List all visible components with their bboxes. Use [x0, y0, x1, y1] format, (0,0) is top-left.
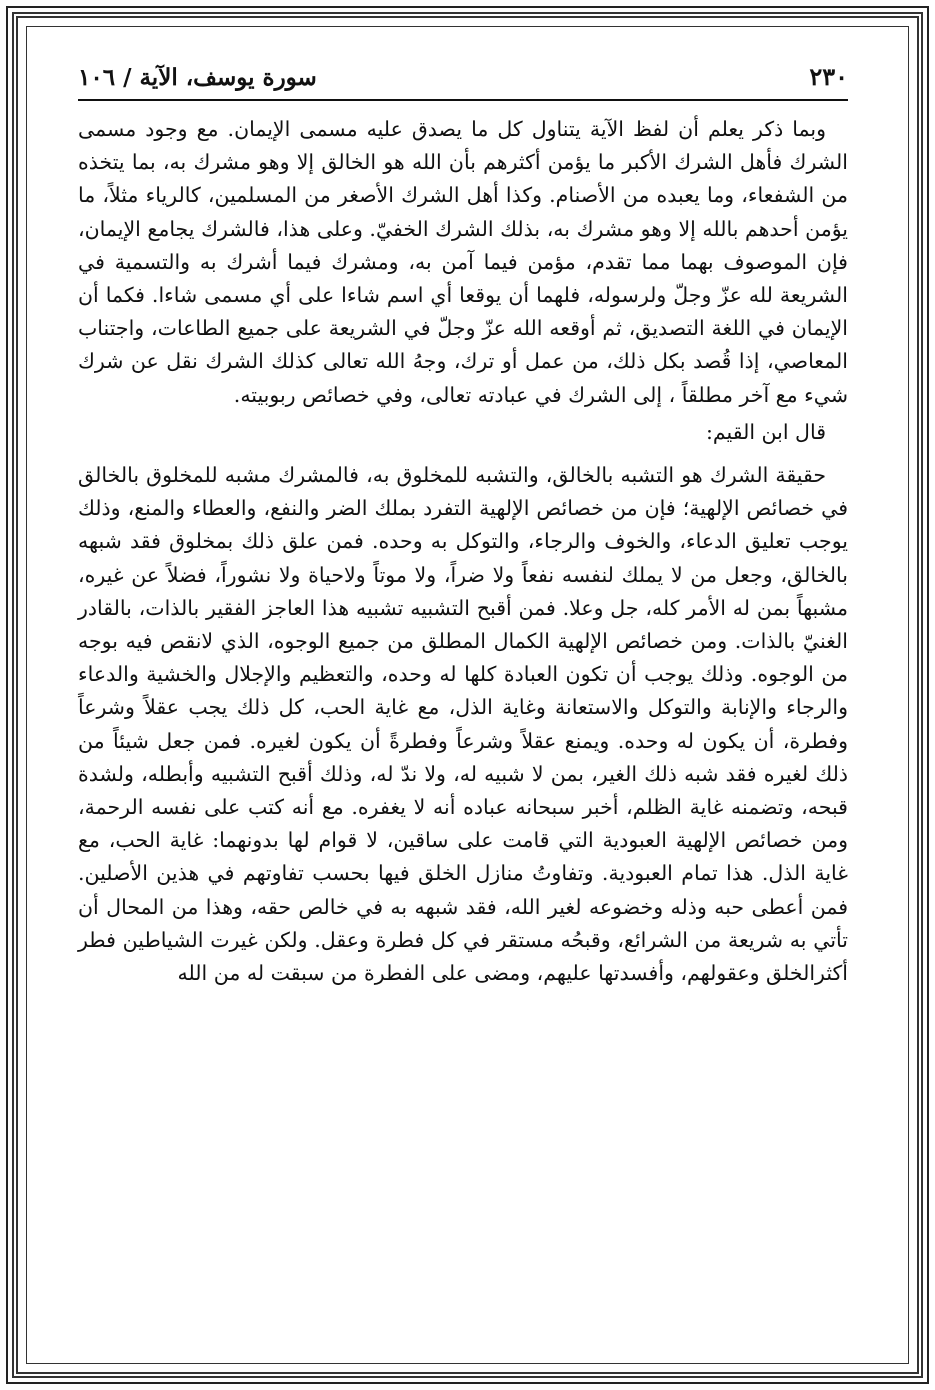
running-title: سورة يوسف، الآية / ١٠٦: [78, 64, 317, 91]
paragraph-tafsir: وبما ذكر يعلم أن لفظ الآية يتناول كل ما يصدق عليه مسمى الإيمان. مع وجود مسمى الشرك فأهل الشرك الأكبر ما يؤمن أكثرهم بأن الله هو الخالق إلا وهو مشرك به، بما يتخذه من الشفعاء، وما يعبده من الأصنام. وكذا أهل الشرك الأصغر من المسلمين، كالرياء مثلاً، ما يؤمن أحدهم بالله إلا وهو مشرك به، بذلك الشرك الخفيّ. وعلى هذا، فالشرك يجامع الإيمان، فإن الموصوف بهما مما تقدم، مؤمن فيما آمن به، ومشرك فيما أشرك به والتسمية في الشريعة لله عزّ وجلّ ولرسوله، فلهما أن يوقعا أي اسم شاءا على أي مسمى شاءا. فكما أن الإيمان في اللغة التصديق، ثم أوقعه الله عزّ وجلّ في الشريعة على جميع الطاعات، واجتناب المعاصي، إذا قُصد بكل ذلك، من عمل أو ترك، وجهُ الله تعالى كذلك الشرك نقل عن شرك شيء مع آخر مطلقاً ، إلى الشرك في عبادته تعالى، وفي خصائص ربوبيته.: [78, 117, 848, 407]
page-number: ٢٣٠: [809, 62, 848, 91]
paragraph-quote: حقيقة الشرك هو التشبه بالخالق، والتشبه للمخلوق به، فالمشرك مشبه للمخلوق بالخالق في خصائص الإلهية؛ فإن من خصائص الإلهية التفرد بملك الضر والنفع، والعطاء والمنع، وذلك يوجب تعليق الدعاء، والخوف والرجاء، والتوكل به وحده. فمن علق ذلك بمخلوق فقد شبهه بالخالق، وجعل من لا يملك لنفسه نفعاً ولا ضراً، ولا موتاً ولاحياة ولا نشوراً، فضلاً عن غيره، مشبهاً بمن له الأمر كله، جل وعلا. فمن أقبح التشبيه تشبيه هذا العاجز الفقير بالذات، بالقادر الغنيّ بالذات. ومن خصائص الإلهية الكمال المطلق من جميع الوجوه، الذي لانقص فيه بوجه من الوجوه. وذلك يوجب أن تكون العبادة كلها له وحده، والتعظيم والإجلال والخشية والدعاء والرجاء والإنابة والتوكل والاستعانة وغاية الذل، مع غاية الحب، كل ذلك يجب عقلاً وشرعاً وفطرة، أن يكون له وحده. ويمنع عقلاً وشرعاً وفطرةً أن يكون لغيره. فمن جعل شيئاً من ذلك لغيره فقد شبه ذلك الغير، بمن لا شبيه له، ولا ندّ له، وذلك أقبح التشبيه وأبطله، ولشدة قبحه، وتضمنه غاية الظلم، أخبر سبحانه عباده أنه لا يغفره. مع أنه كتب على نفسه الرحمة، ومن خصائص الإلهية العبودية التي قامت على ساقين، لا قوام لها بدونهما: غاية الحب، مع غاية الذل. هذا تمام العبودية. وتفاوتُ منازل الخلق فيها بحسب تفاوتهم في هذين الأصلين. فمن أعطى حبه وذله وخضوعه لغير الله، فقد شبهه به في خالص حقه، وهذا من المحال أن تأتي به شريعة من الشرائع، وقبحُه مستقر في كل فطرة وعقل. ولكن غيرت الشياطين فطر أكثرالخلق وعقولهم، وأفسدتها عليهم، ومضى على الفطرة من سبقت له من الله: [78, 463, 848, 986]
page-body: [78, 113, 848, 990]
page-header: [78, 62, 848, 101]
book-page: [78, 62, 848, 990]
quote-attribution: قال ابن القيم:: [705, 419, 826, 444]
